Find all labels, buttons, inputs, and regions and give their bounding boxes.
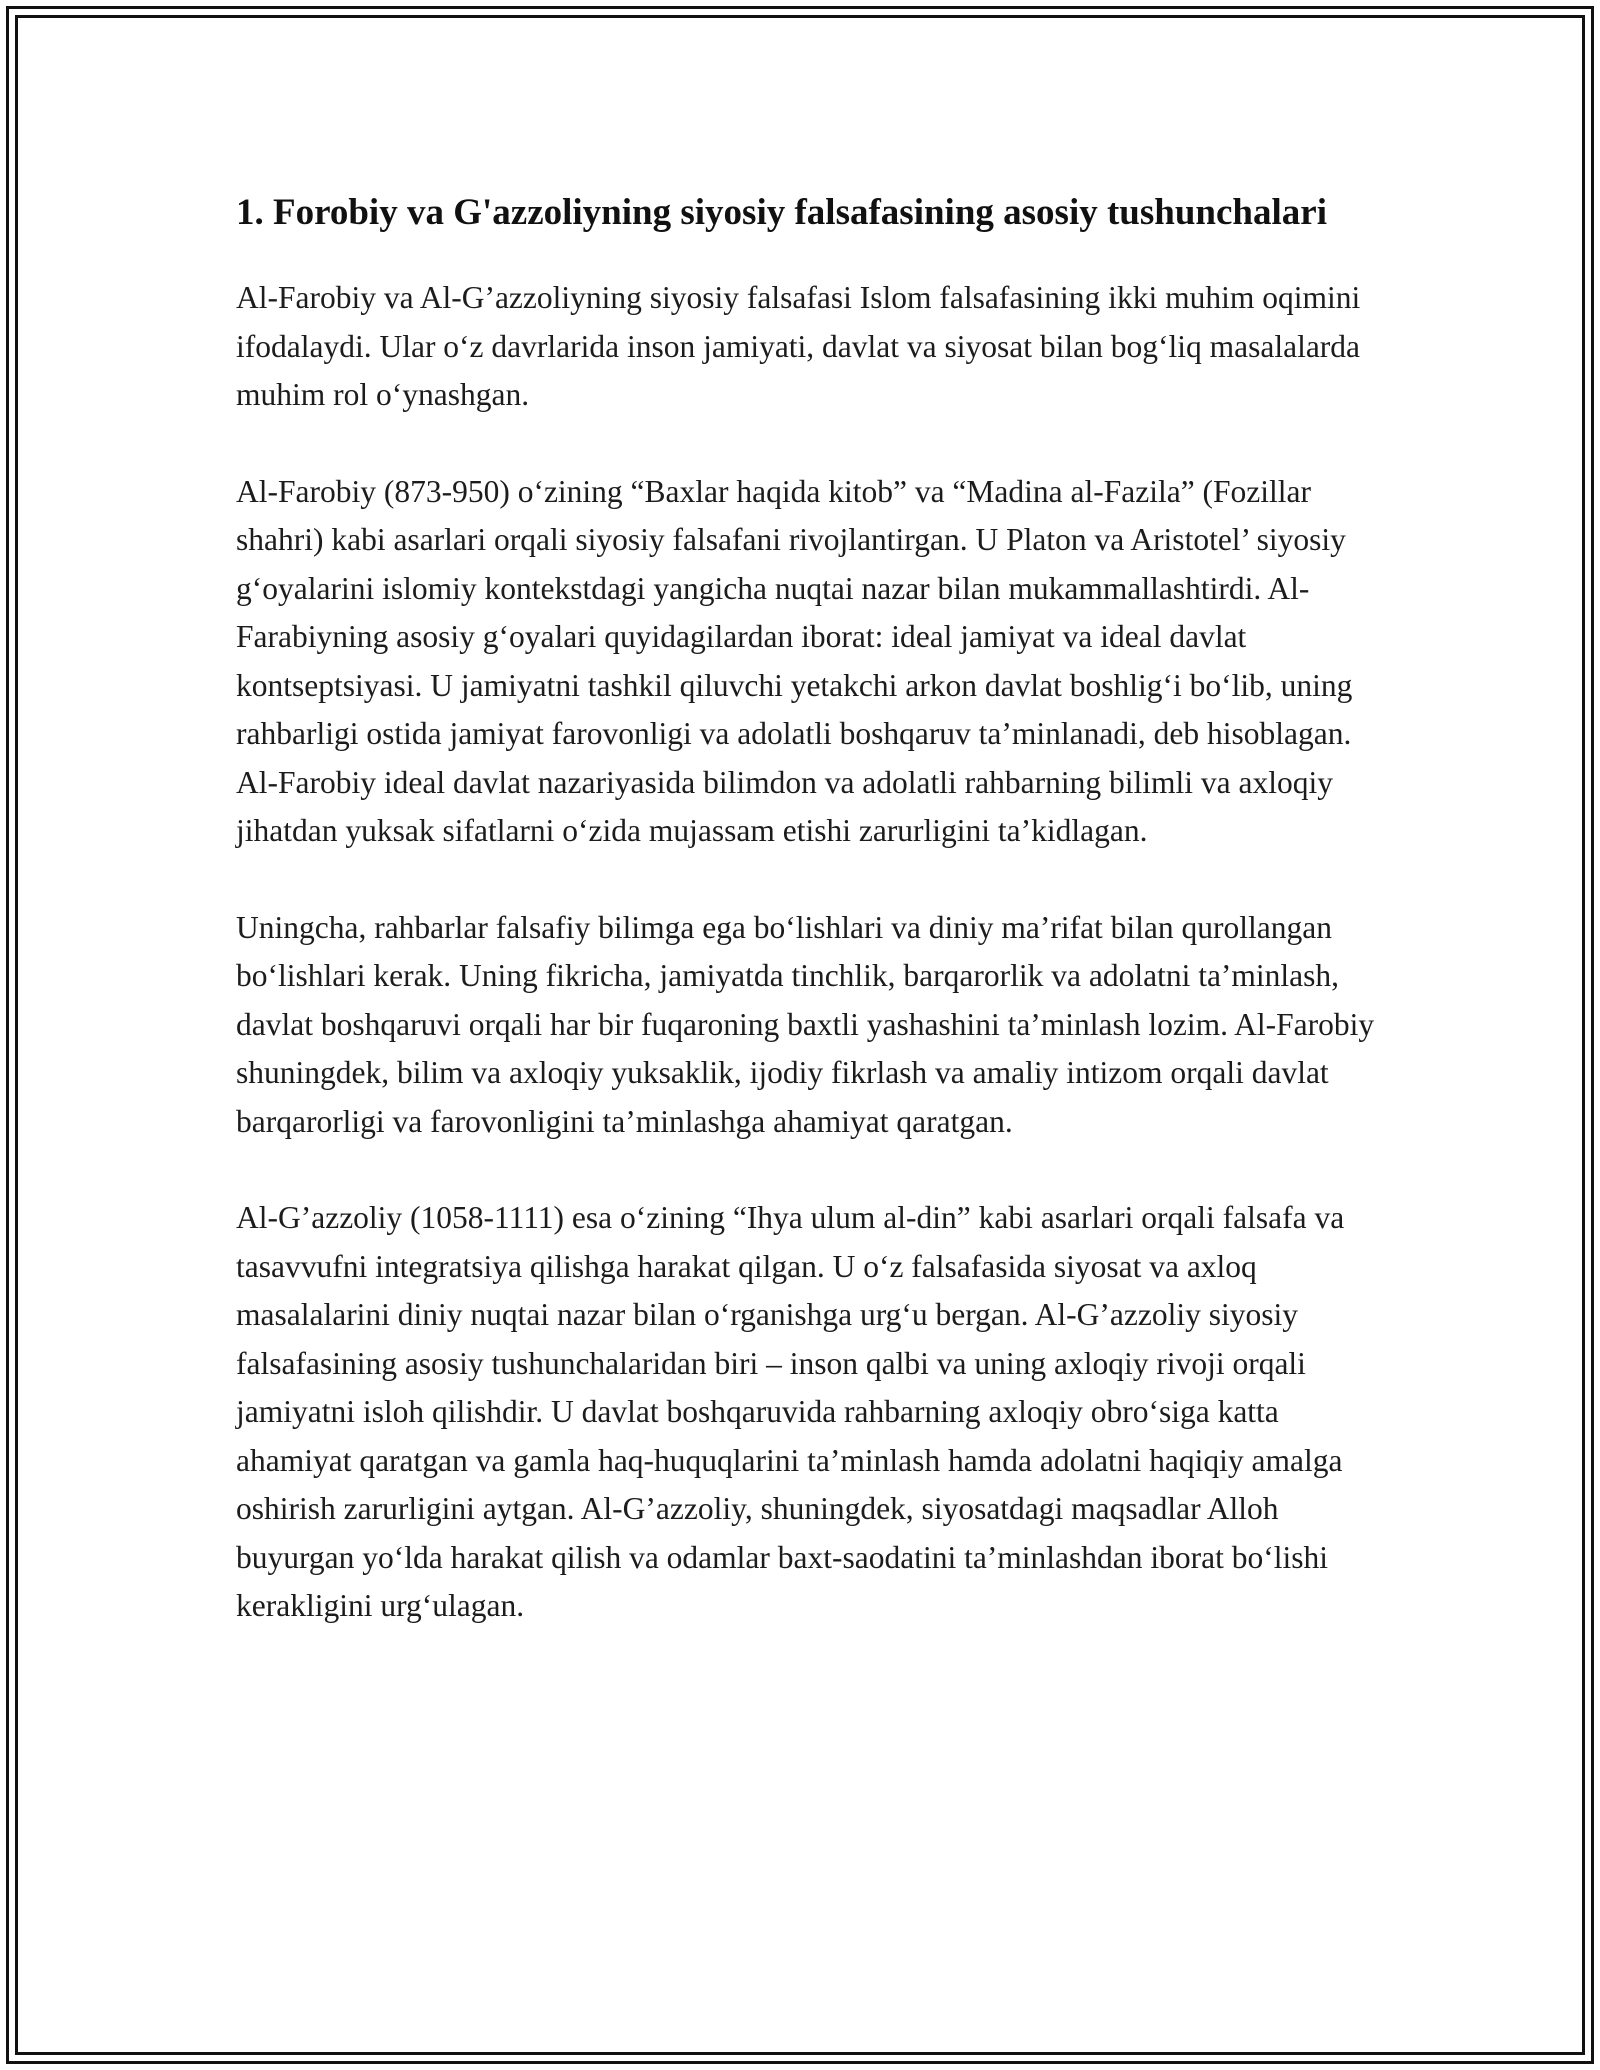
paragraph-rulers: Uningcha, rahbarlar falsafiy bilimga ega bo‘lishlari va diniy ma’rifat bilan qurollangan bo‘lishlari kerak. Uning fikricha, jamiyatda tinchlik, barqarorlik va adolatni ta’minlash, davlat boshqaruvi orqali har bir fuqaroning baxtli yashashini ta’minlash lozim. Al-Farobiy shuningdek, bilim va axloqiy yuksaklik, ijodiy fikrlash va amaliy intizom orqali davlat barqarorligi va farovonligini ta’minlashga ahamiyat qaratgan. — [236, 909, 1375, 1139]
document-body — [236, 185, 1376, 1679]
paragraph-farobiy: Al-Farobiy (873-950) o‘zining “Baxlar haqida kitob” va “Madina al-Fazila” (Fozillar shahri) kabi asarlari orqali siyosiy falsafani rivojlantirgan. U Platon va Aristotel’ siyosiy g‘oyalarini islomiy kontekstdagi yangicha nuqtai nazar bilan mukammallashtirdi. Al-Farabiyning asosiy g‘oyalari quyidagilardan iborat: ideal jamiyat va ideal davlat kontseptsiyasi. U jamiyatni tashkil qiluvchi yetakchi arkon davlat boshlig‘i bo‘lib, uning rahbarligi ostida jamiyat farovonligi va adolatli boshqaruv ta’minlanadi, deb hisoblagan. Al-Farobiy ideal davlat nazariyasida bilimdon va adolatli rahbarning bilimli va axloqiy jihatdan yuksak sifatlarni o‘zida mujassam etishi zarurligini ta’kidlagan. — [236, 473, 1353, 848]
paragraph-intro: Al-Farobiy va Al-G’azzoliyning siyosiy falsafasi Islom falsafasining ikki muhim oqimini ifodalaydi. Ular o‘z davrlarida inson jamiyati, davlat va siyosat bilan bog‘liq masalalarda muhim rol o‘ynashgan. — [236, 280, 1361, 412]
document-title: 1. Forobiy va G'azzoliyning siyosiy falsafasining asosiy tushunchalari — [236, 192, 1327, 233]
paragraph-gazzoliy: Al-G’azzoliy (1058-1111) esa o‘zining “Ihya ulum al-din” kabi asarlari orqali falsafa va tasavvufni integratsiya qilishga harakat qilgan. U o‘z falsafasida siyosat va axloq masalalarini diniy nuqtai nazar bilan o‘rganishga urg‘u bergan. Al-G’azzoliy siyosiy falsafasining asosiy tushunchalaridan biri – inson qalbi va uning axloqiy rivoji orqali jamiyatni isloh qilishdir. U davlat boshqaruvida rahbarning axloqiy obro‘siga katta ahamiyat qaratgan va gamla haq-huquqlarini ta’minlash hamda adolatni haqiqiy amalga oshirish zarurligini aytgan. Al-G’azzoliy, shuningdek, siyosatdagi maqsadlar Alloh buyurgan yo‘lda harakat qilish va odamlar baxt-saodatini ta’minlashdan iborat bo‘lishi kerakligini urg‘ulagan. — [236, 1200, 1345, 1623]
